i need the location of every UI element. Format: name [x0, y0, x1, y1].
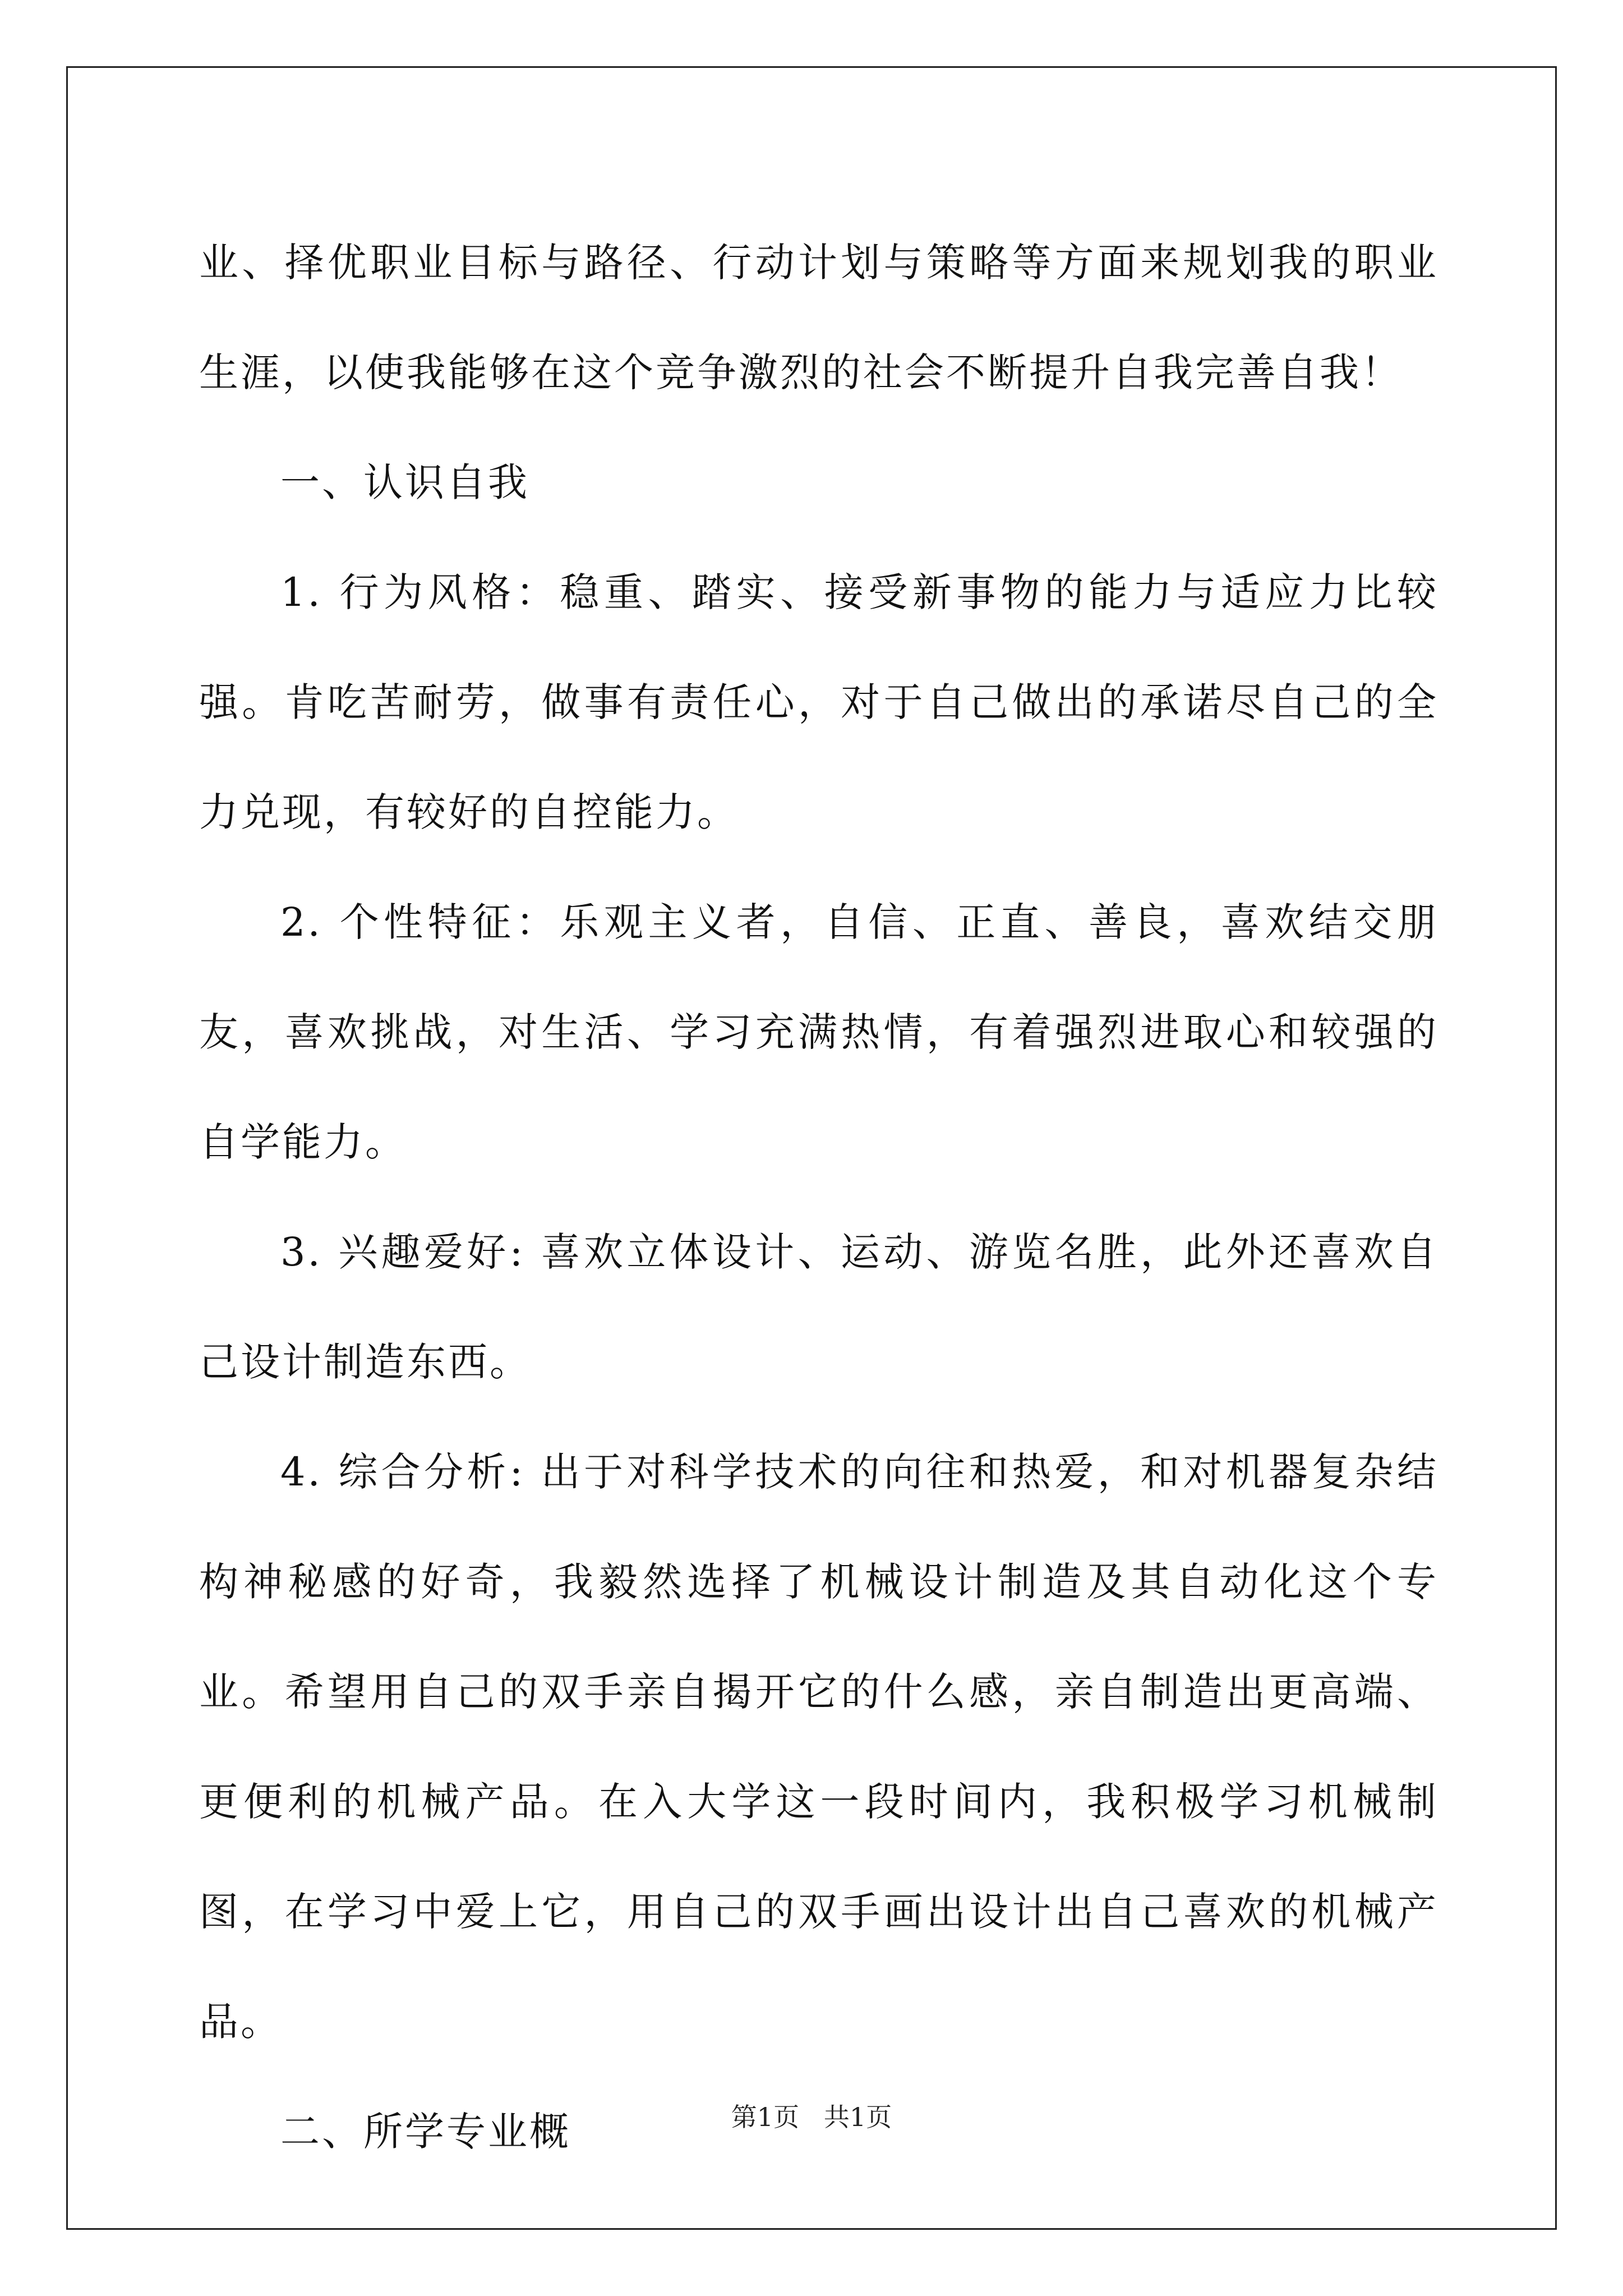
paragraph-interests: 3. 兴趣爱好: 喜欢立体设计、运动、游览名胜，此外还喜欢自己设计制造东西。: [199, 1229, 1438, 1385]
heading-know-yourself: 一、认识自我: [280, 459, 529, 505]
paragraph-intro-continuation: 业、择优职业目标与路径、行动计划与策略等方面来规划我的职业生涯，以使我能够在这个竞争激烈的社会不断提升自我完善自我！: [199, 240, 1438, 395]
document-body: [199, 208, 1438, 2187]
page-number-footer: 第1页 共1页: [731, 2102, 892, 2132]
paragraph-personality: 2. 个性特征：乐观主义者，自信、正直、善良，喜欢结交朋友，喜欢挑战，对生活、学习充满热情，有着强烈进取心和较强的自学能力。: [199, 899, 1438, 1165]
paragraph-behavior-style: 1. 行为风格：稳重、踏实、接受新事物的能力与适应力比较强。肯吃苦耐劳，做事有责任心，对于自己做出的承诺尽自己的全力兑现，有较好的自控能力。: [199, 569, 1438, 835]
heading-major-overview: 二、所学专业概: [280, 2109, 571, 2155]
paragraph-analysis: 4. 综合分析: 出于对科学技术的向往和热爱，和对机器复杂结构神秘感的好奇，我毅然选择了机械设计制造及其自动化这个专业。希望用自己的双手亲自揭开它的什么感，亲自制造出更高端、更便利的机械产品。在入大学这一段时间内，我积极学习机械制图，在学习中爱上它，用自己的双手画出设计出自己喜欢的机械产品。: [199, 1449, 1438, 2045]
